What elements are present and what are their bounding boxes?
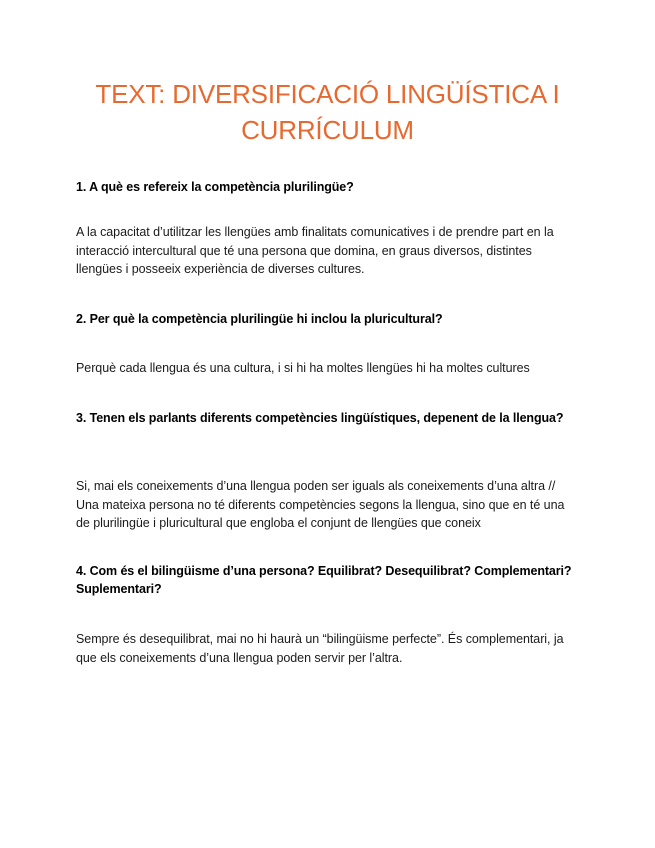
answer-3: Si, mai els coneixements d’una llengua poden ser iguals als coneixements d’una altra // Una mateixa persona no té diferents competències segons la llengua, sino que en té una de plurilingüe i pluricultural que engloba el conjunt de llengües que coneix: [76, 479, 565, 530]
question-4: 4. Com és el bilingüisme d’una persona? Equilibrat? Desequilibrat? Complementari? Suplementari?: [76, 564, 572, 596]
answer-2: Perquè cada llengua és una cultura, i si hi ha moltes llengües hi ha moltes cultures: [76, 361, 530, 375]
document-title: TEXT: DIVERSIFICACIÓ LINGÜÍSTICA I CURRÍCULUM: [95, 79, 560, 145]
answer-4: Sempre és desequilibrat, mai no hi haurà un “bilingüisme perfecte”. És complementari, ja que els coneixements d’una llengua poden servir per l’altra.: [76, 632, 564, 665]
question-1: 1. A què es refereix la competència plurilingüe?: [76, 180, 354, 194]
answer-1: A la capacitat d’utilitzar les llengües amb finalitats comunicatives i de prendre part en la interacció intercultural que té una persona que domina, en graus diversos, distintes llengües i posseeix experiència de diverses cultures.: [76, 225, 554, 276]
question-3: 3. Tenen els parlants diferents competències lingüístiques, depenent de la llengua?: [76, 411, 564, 425]
question-2: 2. Per què la competència plurilingüe hi inclou la pluricultural?: [76, 312, 443, 326]
